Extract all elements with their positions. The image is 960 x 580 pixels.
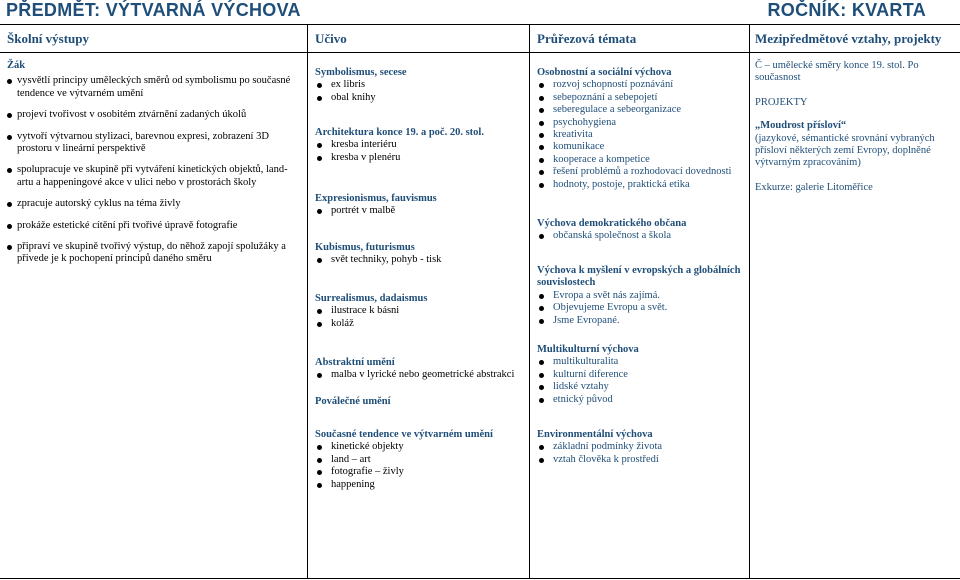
theme-section [537, 429, 750, 466]
section-heading: Kubismus, futurismus [315, 242, 415, 253]
section-heading: Architektura konce 19. a poč. 20. stol. [315, 127, 484, 138]
curriculum-section [315, 429, 528, 491]
relation-czech: Č – umělecké směry konce 19. stol. Po současnost [755, 60, 919, 84]
list-item: prokáže estetické cítění při tvořivé úpravě fotografie [7, 220, 297, 232]
table-bottom-border [0, 578, 960, 579]
list-item: multikulturalita [537, 356, 750, 368]
project-description: (jazykové, sémantické srovnání vybraných přísloví některých zemí Evropy, doplněné výtvarným zpracováním) [755, 132, 935, 169]
title-row [0, 0, 960, 22]
list-item: vysvětlí principy uměleckých směrů od symbolismu po současné tendence ve výtvarném umění [7, 75, 297, 100]
list-item: kresba interiéru [315, 139, 528, 151]
list-item: svět techniky, pohyb - tisk [315, 254, 528, 266]
list-item: ex libris [315, 79, 528, 91]
list-item: Jsme Evropané. [537, 315, 750, 327]
list-item: Objevujeme Evropu a svět. [537, 302, 750, 314]
section-list [537, 230, 750, 242]
curriculum-section [315, 193, 528, 218]
curriculum-section [315, 67, 528, 104]
list-item: komunikace [537, 141, 750, 153]
subject-title: PŘEDMĚT: VÝTVARNÁ VÝCHOVA [6, 0, 301, 20]
excursion: Exkurze: galerie Litoměřice [755, 181, 873, 193]
section-heading: Osobnostní a sociální výchova [537, 67, 672, 78]
list-item: ilustrace k básni [315, 305, 528, 317]
col-divider-1 [307, 24, 308, 579]
col-divider-2 [529, 24, 530, 579]
section-list [315, 441, 528, 491]
section-heading: Výchova k myšlení v evropských a globálních souvislostech [537, 265, 741, 289]
list-item: kooperace a kompetice [537, 154, 750, 166]
section-heading: Výchova demokratického občana [537, 218, 687, 229]
grade-title: ROČNÍK: KVARTA [767, 0, 926, 20]
list-item: vytvoří výtvarnou stylizaci, barevnou expresi, zobrazení 3D prostoru v lineární perspektivě [7, 131, 297, 156]
list-item: obal knihy [315, 92, 528, 104]
section-heading: Multikulturní výchova [537, 344, 639, 355]
project-title: „Moudrost přísloví“ [755, 120, 847, 132]
list-item: lidské vztahy [537, 381, 750, 393]
section-list [315, 79, 528, 104]
section-list [315, 305, 528, 330]
list-item: psychohygiena [537, 117, 750, 129]
header-curriculum: Učivo [315, 31, 347, 46]
curriculum-section [315, 242, 528, 267]
section-heading: Expresionismus, fauvismus [315, 193, 437, 204]
theme-section [537, 218, 750, 243]
list-item: happening [315, 479, 528, 491]
list-item: základní podmínky života [537, 441, 750, 453]
header-relations: Mezipředmětové vztahy, projekty [755, 31, 942, 46]
section-list [315, 254, 528, 266]
relations-column [755, 60, 955, 194]
theme-section [537, 344, 750, 406]
list-item: etnický původ [537, 394, 750, 406]
theme-section [537, 67, 750, 191]
projects-label: PROJEKTY [755, 96, 808, 108]
header-bottom-border [0, 52, 960, 53]
table-top-border [0, 24, 960, 25]
header-outcomes: Školní výstupy [7, 31, 90, 46]
section-list [315, 369, 528, 381]
list-item: projeví tvořivost v osobitém ztvárnění zadaných úkolů [7, 109, 297, 121]
header-themes: Průřezová témata [537, 31, 637, 46]
section-list [315, 139, 528, 164]
section-list [537, 356, 750, 406]
list-item: koláž [315, 318, 528, 330]
section-heading: Surrealismus, dadaismus [315, 293, 428, 304]
list-item: sebepoznání a sebepojetí [537, 92, 750, 104]
section-heading: Symbolismus, secese [315, 67, 407, 78]
list-item: řešení problémů a rozhodovací dovednosti [537, 166, 750, 178]
theme-section [537, 265, 750, 327]
list-item: kresba v plenéru [315, 152, 528, 164]
section-list [315, 205, 528, 217]
outcomes-column [7, 60, 297, 275]
section-heading: Environmentální výchova [537, 429, 653, 440]
section-list [537, 79, 750, 191]
list-item: občanská společnost a škola [537, 230, 750, 242]
section-heading: Současné tendence ve výtvarném umění [315, 429, 493, 440]
list-item: kulturní diference [537, 369, 750, 381]
list-item: Evropa a svět nás zajímá. [537, 290, 750, 302]
curriculum-section [315, 357, 528, 382]
list-item: připraví ve skupině tvořivý výstup, do něhož zapojí spolužáky a přivede je k pochopení principů daného směru [7, 241, 297, 266]
list-item: kinetické objekty [315, 441, 528, 453]
outcomes-list [7, 75, 297, 265]
list-item: seberegulace a sebeorganizace [537, 104, 750, 116]
list-item: fotografie – živly [315, 466, 528, 478]
list-item: malba v lyrické nebo geometrické abstrakci [315, 369, 528, 381]
section-list [537, 441, 750, 466]
list-item: hodnoty, postoje, praktická etika [537, 179, 750, 191]
list-item: spolupracuje ve skupině při vytváření kinetických objektů, land-artu a happeningové akce v ulici nebo v prostorách školy [7, 164, 297, 189]
list-item: zpracuje autorský cyklus na téma živly [7, 198, 297, 210]
curriculum-section [315, 293, 528, 330]
list-item: rozvoj schopností poznávání [537, 79, 750, 91]
section-list [537, 290, 750, 327]
section-heading: Abstraktní umění [315, 357, 395, 368]
list-item: portrét v malbě [315, 205, 528, 217]
section-heading: Poválečné umění [315, 396, 391, 407]
list-item: land – art [315, 454, 528, 466]
curriculum-section [315, 127, 528, 164]
list-item: kreativita [537, 129, 750, 141]
curriculum-section [315, 396, 528, 408]
list-item: vztah člověka k prostředí [537, 454, 750, 466]
outcomes-heading: Žák [7, 60, 26, 71]
